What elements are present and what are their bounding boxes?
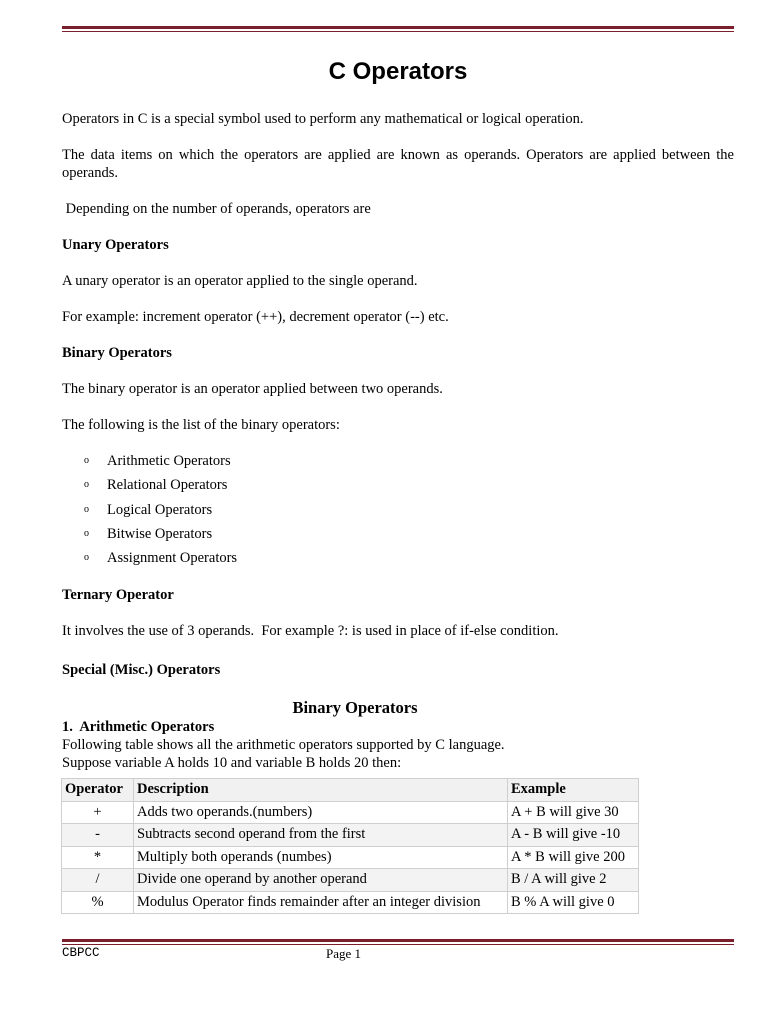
operator-cell: * [62,846,134,869]
bottom-rule [62,939,734,945]
ternary-heading: Ternary Operator [62,587,174,603]
list-item [84,525,237,549]
description-cell: Divide one operand by another operand [134,869,508,892]
operator-cell: / [62,869,134,892]
table-row [62,824,639,847]
list-item-label: Arithmetic Operators [107,453,231,469]
bullet-icon: o [84,479,89,491]
table-header-row [62,779,639,802]
example-cell: A - B will give -10 [508,824,639,847]
list-item-label: Logical Operators [107,501,213,518]
ternary-description: It involves the use of 3 operands. For example ?: is used in place of if-else condition. [62,623,559,639]
list-item-label: Relational Operators [107,477,228,494]
header-operator: Operator [62,779,134,802]
operator-cell: - [62,824,134,847]
description-cell: Subtracts second operand from the first [134,824,508,847]
list-item-label: Assignment Operators [107,550,238,567]
list-item [84,549,237,573]
special-heading: Special (Misc.) Operators [62,662,221,678]
example-cell: B / A will give 2 [508,869,639,892]
unary-heading: Unary Operators [62,237,169,253]
arithmetic-operators-table [61,778,639,914]
description-cell: Modulus Operator finds remainder after an integer division [134,891,508,914]
intro-paragraph-1: Operators in C is a special symbol used to perform any mathematical or logical operation. [62,111,584,127]
operator-cell: % [62,891,134,914]
footer-organization: CBPCC [62,946,100,960]
description-cell: Adds two operands.(numbers) [134,801,508,824]
example-cell: B % A will give 0 [508,891,639,914]
bullet-icon: o [84,552,89,564]
page-title: C Operators [328,58,468,85]
binary-operator-list [84,452,237,573]
header-example: Example [508,779,639,802]
table-row [62,801,639,824]
example-cell: A + B will give 30 [508,801,639,824]
unary-example: For example: increment operator (++), decrement operator (--) etc. [62,309,449,325]
binary-description: The binary operator is an operator applied between two operands. [62,381,443,397]
binary-heading: Binary Operators [62,345,172,361]
table-row [62,869,639,892]
arithmetic-line-2: Suppose variable A holds 10 and variable B holds 20 then: [62,755,402,771]
list-item [84,501,237,525]
list-item [84,452,237,476]
binary-list-intro: The following is the list of the binary operators: [62,417,340,433]
description-cell: Multiply both operands (numbes) [134,846,508,869]
section-title: Binary Operators [292,698,418,717]
table-row [62,891,639,914]
intro-paragraph-3: Depending on the number of operands, operators are [62,201,371,217]
list-item [84,476,237,500]
bullet-icon: o [84,503,89,515]
top-rule [62,26,734,32]
arithmetic-heading: 1. Arithmetic Operators [62,719,215,735]
header-description: Description [134,779,508,802]
bullet-icon: o [84,527,89,539]
unary-description: A unary operator is an operator applied to the single operand. [62,273,418,289]
table-row [62,846,639,869]
bullet-icon: o [84,455,89,466]
operator-cell: + [62,801,134,824]
arithmetic-line-1: Following table shows all the arithmetic operators supported by C language. [62,737,505,753]
list-item-label: Bitwise Operators [107,525,213,542]
footer-page-number: Page 1 [326,946,362,961]
intro-paragraph-2: The data items on which the operators are applied are known as operands. Operators are applied between the operands. [62,147,734,181]
example-cell: A * B will give 200 [508,846,639,869]
